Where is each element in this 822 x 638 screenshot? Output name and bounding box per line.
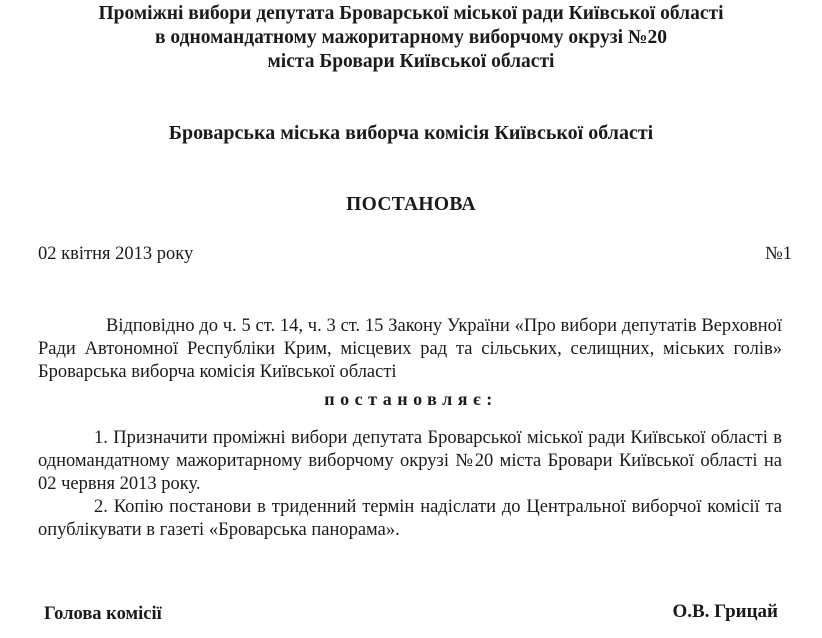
signature-name: О.В. Грицай — [672, 601, 778, 622]
header-line-3: міста Бровари Київської області — [267, 51, 555, 72]
commission-name: Броварська міська виборча комісія Київської області — [168, 122, 654, 144]
document-number: №1 — [765, 244, 792, 264]
header-line-1: Проміжні вибори депутата Броварської міської ради Київської області — [98, 3, 724, 24]
document-date: 02 квітня 2013 року — [38, 244, 194, 264]
intro-paragraph: Відповідно до ч. 5 ст. 14, ч. 3 ст. 15 Закону України «Про вибори депутатів Верховної Ради Автономної Республіки Крим, місцевих рад та сільських, селищних, міських голів» Броварська виборча комісія Київської області — [38, 316, 782, 382]
signature-role: Голова комісії — [44, 604, 162, 624]
resolution-item-1: 1. Призначити проміжні вибори депутата Броварської міської ради Київської області в одномандатному мажоритарному виборчому окрузі №20 міста Бровари Київської області на 02 червня 2013 року. — [38, 428, 782, 494]
document-type-title: ПОСТАНОВА — [346, 194, 476, 215]
document-header — [0, 2, 822, 74]
resolves-heading: постановляє: — [324, 389, 498, 409]
header-line-2: в одномандатному мажоритарному виборчому окрузі №20 — [155, 27, 667, 48]
resolution-item-2: 2. Копію постанови в триденний термін надіслати до Центральної виборчої комісії та опублікувати в газеті «Броварська панорама». — [38, 497, 782, 540]
